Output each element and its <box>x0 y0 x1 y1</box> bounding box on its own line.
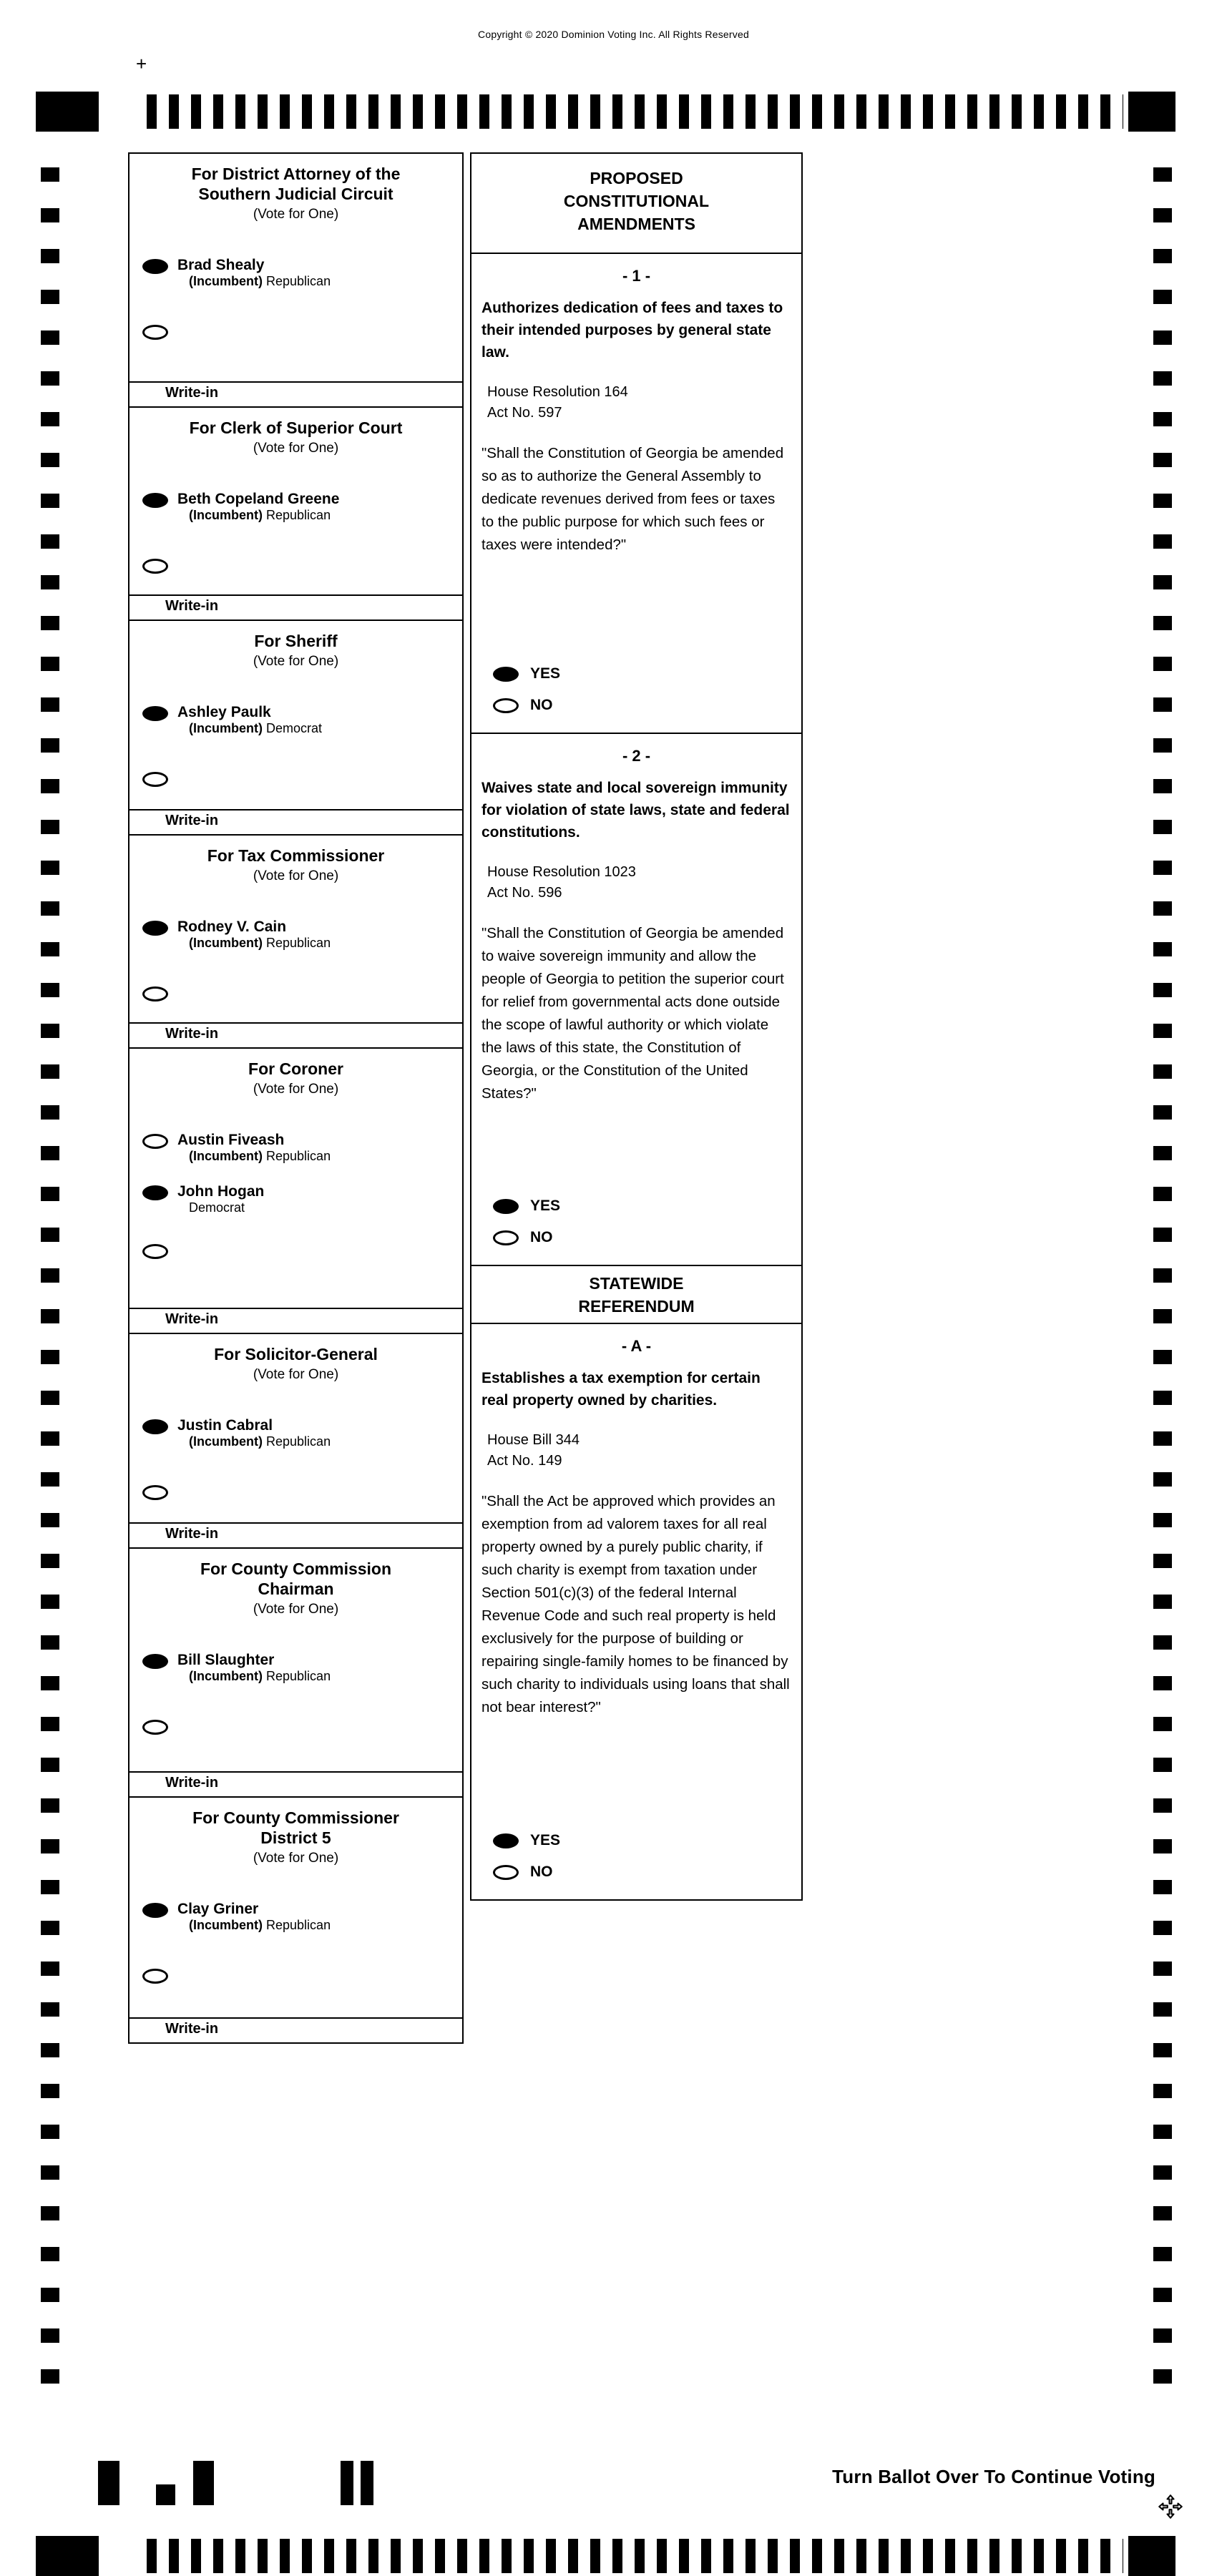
timing-marks-left <box>41 167 59 2384</box>
timing-marks-right <box>1153 167 1172 2384</box>
write-in-oval-row <box>129 1482 462 1500</box>
write-in-oval[interactable] <box>142 986 168 1001</box>
measure-choices <box>471 1183 801 1265</box>
candidate-oval[interactable] <box>142 706 168 721</box>
no-oval[interactable] <box>493 698 519 713</box>
contest-clerk-superior-court <box>129 406 462 619</box>
citation-line: Act No. 149 <box>487 1453 562 1469</box>
contest-county-commission-chairman <box>129 1547 462 1796</box>
candidate-info <box>177 1131 331 1164</box>
write-in-label: Write-in <box>165 1526 219 1542</box>
contest-title <box>129 1344 462 1364</box>
party-label: Republican <box>266 274 331 288</box>
candidate-oval[interactable] <box>142 1903 168 1918</box>
stub-barcode-bar <box>361 2461 373 2505</box>
four-arrows-icon <box>1158 2494 1183 2519</box>
vote-for-instruction: (Vote for One) <box>253 1082 339 1097</box>
measure-number: - 2 - <box>622 747 651 765</box>
amendment-2 <box>471 733 801 1265</box>
party-label: Republican <box>266 1434 331 1449</box>
write-in-label: Write-in <box>165 385 219 401</box>
candidate-oval[interactable] <box>142 1654 168 1669</box>
write-in-oval[interactable] <box>142 772 168 787</box>
write-in-oval[interactable] <box>142 1720 168 1735</box>
write-in-label: Write-in <box>165 813 219 828</box>
amendment-1 <box>471 254 801 733</box>
yes-label: YES <box>530 1832 561 1848</box>
write-in-oval[interactable] <box>142 1485 168 1500</box>
timing-corner-block <box>1128 2536 1175 2576</box>
candidate-name: Justin Cabral <box>177 1417 273 1434</box>
candidate-oval[interactable] <box>142 493 168 508</box>
write-in-oval-row <box>129 984 462 1001</box>
candidate-row <box>129 1182 462 1215</box>
no-label: NO <box>530 697 553 713</box>
contest-sheriff <box>129 619 462 834</box>
candidate-detail <box>177 1918 331 1933</box>
yes-choice-row <box>493 1832 801 1849</box>
candidate-name: Ashley Paulk <box>177 704 271 720</box>
incumbent-label: (Incumbent) <box>189 1434 263 1449</box>
timing-corner-block <box>36 2536 99 2576</box>
measure-question: "Shall the Constitution of Georgia be amended so as to authorize the General Assembly to dedicate revenues derived from fees or taxes to the public purpose for which such fees or taxes were intended?" <box>481 445 784 553</box>
measure-summary: Authorizes dedication of fees and taxes to their intended purposes by general state law. <box>481 300 783 361</box>
candidate-detail <box>177 1669 331 1684</box>
measure-choices <box>471 1818 801 1899</box>
contest-title-line: For District Attorney of the <box>191 165 401 183</box>
candidate-oval[interactable] <box>142 1134 168 1149</box>
incumbent-label: (Incumbent) <box>189 721 263 735</box>
candidate-detail <box>177 274 331 289</box>
candidate-row <box>129 490 462 523</box>
yes-oval[interactable] <box>493 1199 519 1214</box>
vote-for-instruction: (Vote for One) <box>253 1367 339 1382</box>
write-in-area <box>129 1771 462 1796</box>
contest-title <box>129 1059 462 1079</box>
yes-label: YES <box>530 1198 561 1214</box>
vote-for-instruction: (Vote for One) <box>253 1602 339 1617</box>
candidate-row <box>129 1131 462 1164</box>
candidate-info <box>177 256 331 289</box>
citation-line: House Resolution 164 <box>487 384 628 400</box>
write-in-area <box>129 2017 462 2042</box>
write-in-oval[interactable] <box>142 559 168 574</box>
amendments-header-line: PROPOSED <box>590 169 683 187</box>
incumbent-label: (Incumbent) <box>189 1149 263 1163</box>
vote-for-instruction: (Vote for One) <box>253 207 339 222</box>
candidate-detail <box>177 721 322 736</box>
contests-column <box>128 152 464 2044</box>
registration-plus-mark: + <box>136 53 147 74</box>
contest-title-line: For Solicitor-General <box>214 1345 378 1363</box>
candidate-name: John Hogan <box>177 1183 265 1200</box>
candidate-info <box>177 1416 331 1449</box>
measure-citation <box>471 843 801 903</box>
contest-title-line: For County Commissioner <box>192 1808 399 1827</box>
contest-title-line: District 5 <box>260 1828 331 1847</box>
no-oval[interactable] <box>493 1865 519 1880</box>
write-in-label: Write-in <box>165 598 219 614</box>
party-label: Republican <box>266 1149 331 1163</box>
amendments-header-line: AMENDMENTS <box>577 215 695 233</box>
citation-line: Act No. 597 <box>487 405 562 421</box>
measure-question: "Shall the Act be approved which provides an exemption from ad valorem taxes for all real property owned by a purely public charity, if such charity is exempt from taxation under Section 501(c)(3) of the federal Internal Revenue Code and such real property is held exclusively for the purpose of building or repairing single-family homes to be financed by such charity to individuals using loans that shall not bear interest?" <box>481 1493 790 1715</box>
vote-for-instruction: (Vote for One) <box>253 654 339 669</box>
write-in-oval[interactable] <box>142 325 168 340</box>
contest-title <box>129 1808 462 1848</box>
candidate-name: Austin Fiveash <box>177 1132 285 1148</box>
no-choice-row <box>493 1229 801 1246</box>
write-in-label: Write-in <box>165 2021 219 2037</box>
citation-line: House Bill 344 <box>487 1432 580 1448</box>
contest-tax-commissioner <box>129 834 462 1047</box>
party-label: Republican <box>266 1669 331 1683</box>
incumbent-label: (Incumbent) <box>189 936 263 950</box>
candidate-name: Rodney V. Cain <box>177 919 287 935</box>
candidate-row <box>129 1651 462 1684</box>
contest-title-line: Southern Judicial Circuit <box>198 185 393 203</box>
no-choice-row <box>493 697 801 714</box>
candidate-name: Clay Griner <box>177 1901 259 1917</box>
party-label: Democrat <box>189 1200 245 1215</box>
measure-summary: Establishes a tax exemption for certain real property owned by charities. <box>481 1370 761 1409</box>
contest-title <box>129 631 462 651</box>
contest-title-line: For Clerk of Superior Court <box>189 418 403 437</box>
candidate-info <box>177 703 322 736</box>
timing-corner-block <box>36 92 99 132</box>
candidate-info <box>177 1900 331 1933</box>
no-label: NO <box>530 1229 553 1245</box>
candidate-info <box>177 1182 264 1215</box>
contest-title-line: For Coroner <box>248 1059 343 1078</box>
measures-column <box>470 152 803 1901</box>
citation-line: Act No. 596 <box>487 885 562 901</box>
yes-oval[interactable] <box>493 667 519 682</box>
vote-for-instruction: (Vote for One) <box>253 868 339 883</box>
write-in-oval-row <box>129 1966 462 1984</box>
measure-citation <box>471 1411 801 1471</box>
contest-title-line: For Tax Commissioner <box>207 846 385 865</box>
write-in-oval[interactable] <box>142 1969 168 1984</box>
write-in-area <box>129 1022 462 1047</box>
candidate-row <box>129 1416 462 1449</box>
referendum-header <box>471 1265 801 1324</box>
contest-solicitor-general <box>129 1333 462 1547</box>
party-label: Republican <box>266 508 331 522</box>
referendum-header-line: STATEWIDE <box>589 1274 684 1293</box>
no-label: NO <box>530 1864 553 1880</box>
contest-title <box>129 418 462 438</box>
write-in-area <box>129 594 462 619</box>
write-in-area <box>129 809 462 834</box>
write-in-area <box>129 1308 462 1333</box>
incumbent-label: (Incumbent) <box>189 1918 263 1932</box>
candidate-oval[interactable] <box>142 921 168 936</box>
candidate-row <box>129 918 462 951</box>
write-in-oval-row <box>129 556 462 574</box>
contest-district-attorney <box>129 154 462 406</box>
candidate-info <box>177 490 339 523</box>
measure-summary: Waives state and local sovereign immunity for violation of state laws, state and federal constitutions. <box>481 780 790 841</box>
measure-number: - A - <box>621 1337 652 1355</box>
measure-question: "Shall the Constitution of Georgia be amended to waive sovereign immunity and allow the people of Georgia to petition the superior court for relief from governmental acts done outside the scope of lawful authority or which violate the laws of this state, the Constitution of Georgia, or the Constitution of the United States?" <box>481 925 784 1102</box>
candidate-name: Bill Slaughter <box>177 1652 275 1668</box>
contest-county-commissioner-district-5 <box>129 1796 462 2042</box>
candidate-info <box>177 1651 331 1684</box>
yes-choice-row <box>493 665 801 682</box>
timing-marks-bottom <box>147 2539 1123 2573</box>
stub-barcode-bar <box>341 2461 353 2505</box>
candidate-info <box>177 918 331 951</box>
candidate-detail <box>177 1200 264 1215</box>
candidate-row <box>129 1900 462 1933</box>
write-in-oval[interactable] <box>142 1244 168 1259</box>
write-in-oval-row <box>129 322 462 340</box>
citation-line: House Resolution 1023 <box>487 864 636 880</box>
referendum-a <box>471 1324 801 1899</box>
contest-coroner <box>129 1047 462 1333</box>
measure-choices <box>471 651 801 733</box>
contest-title <box>129 1559 462 1599</box>
candidate-oval[interactable] <box>142 1419 168 1434</box>
yes-label: YES <box>530 665 561 682</box>
contest-title-line: Chairman <box>258 1580 334 1598</box>
write-in-oval-row <box>129 1241 462 1259</box>
no-oval[interactable] <box>493 1230 519 1245</box>
stub-barcode-bar <box>98 2461 119 2505</box>
contest-title-line: For County Commission <box>200 1559 392 1578</box>
vote-for-instruction: (Vote for One) <box>253 1851 339 1866</box>
no-choice-row <box>493 1864 801 1881</box>
amendments-header <box>471 154 801 254</box>
candidate-name: Beth Copeland Greene <box>177 491 340 507</box>
referendum-header-line: REFERENDUM <box>578 1297 695 1316</box>
contest-title <box>129 846 462 866</box>
candidate-name: Brad Shealy <box>177 257 265 273</box>
candidate-detail <box>177 1149 331 1164</box>
timing-marks-top <box>147 94 1123 129</box>
write-in-oval-row <box>129 1717 462 1735</box>
write-in-label: Write-in <box>165 1311 219 1327</box>
contest-title-line: For Sheriff <box>254 632 338 650</box>
candidate-detail <box>177 936 331 951</box>
candidate-row <box>129 703 462 736</box>
party-label: Republican <box>266 936 331 950</box>
yes-oval[interactable] <box>493 1833 519 1848</box>
stub-barcode-bar <box>156 2484 175 2505</box>
incumbent-label: (Incumbent) <box>189 508 263 522</box>
write-in-label: Write-in <box>165 1026 219 1042</box>
candidate-row <box>129 256 462 289</box>
turn-ballot-over-instruction: Turn Ballot Over To Continue Voting <box>832 2466 1155 2487</box>
candidate-oval[interactable] <box>142 259 168 274</box>
copyright-line: Copyright © 2020 Dominion Voting Inc. All Rights Reserved <box>478 29 749 40</box>
measure-number: - 1 - <box>622 267 651 285</box>
vote-for-instruction: (Vote for One) <box>253 441 339 456</box>
write-in-area <box>129 381 462 406</box>
yes-choice-row <box>493 1198 801 1215</box>
stub-barcode-bar <box>193 2461 214 2505</box>
write-in-oval-row <box>129 769 462 787</box>
party-label: Democrat <box>266 721 323 735</box>
candidate-detail <box>177 508 339 523</box>
incumbent-label: (Incumbent) <box>189 1669 263 1683</box>
write-in-label: Write-in <box>165 1775 219 1791</box>
contest-title <box>129 164 462 204</box>
measure-citation <box>471 363 801 423</box>
write-in-area <box>129 1522 462 1547</box>
amendments-header-line: CONSTITUTIONAL <box>563 192 710 210</box>
party-label: Republican <box>266 1918 331 1932</box>
candidate-detail <box>177 1434 331 1449</box>
incumbent-label: (Incumbent) <box>189 274 263 288</box>
candidate-oval[interactable] <box>142 1185 168 1200</box>
timing-corner-block <box>1128 92 1175 132</box>
